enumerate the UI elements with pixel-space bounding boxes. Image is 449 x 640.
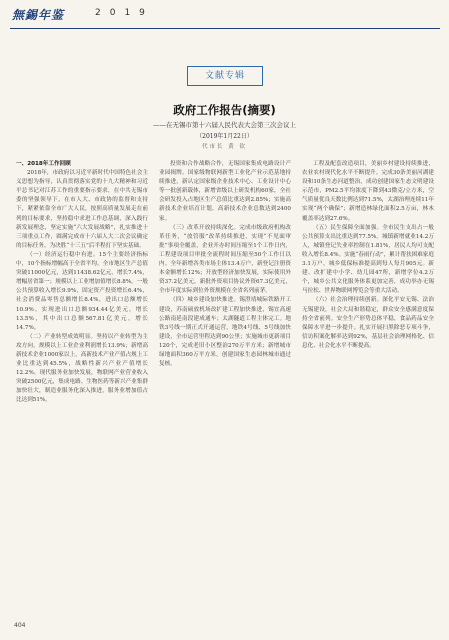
document-subtitle: ——在无锡市第十六届人民代表大会第三次会议上	[153, 121, 296, 129]
paragraph: （一）经济运行稳中有进。15个主要经济指标中，10个指标增幅高于全省平均。全市地区生产总值突破11000亿元，达到11438.62亿元，增长7.4%，增幅居省第一；规模以上工业增加值增长8.8%，一般公共预算收入增长9.9%，固定资产投资增长6.4%，社会消费品零售总额增长8.4%，进出口总额增长10.9%。实现进出口总额934.44亿美元，增长13.5%，其中出口总额567.81亿美元，增长14.7%。	[16, 251, 148, 331]
section-tag: 文献专辑	[187, 66, 263, 86]
section-heading: 一、2018年工作回顾	[16, 161, 71, 167]
document-date: （2019年1月22日）	[196, 133, 253, 140]
paragraph: 投资和合作战略合作，无锡国家集成电路设计产业园揭牌。国家级物联网新型工业化产业示范基地持续推进，新认定国家级企业技术中心、工业设计中心等一批创新载体，新增省级以上研发机构60家，全社会研发投入占地区生产总值比重达到2.85%；实施高新技术企业培育计划，高新技术企业总数达到2400家。	[159, 161, 291, 222]
yearbook-year: 2019	[95, 8, 154, 18]
text-column-1	[16, 160, 148, 615]
yearbook-brand: 無錫年鉴	[12, 8, 65, 22]
paragraph: 2018年，市政府以习近平新时代中国特色社会主义思想为指导，认真贯彻落实党的十九大精神和习近平总书记对江苏工作的重要指示要求，在中共无锡市委的坚强领导下，在市人大、市政协的监督和支持下，紧紧依靠全市广大人民，按照高质量发展走在前列的目标要求，坚持稳中求进工作总基调，深入践行新发展理念，坚定实施“六大发展战略”，扎实推进十三项重点工作，圆满完成市十六届人大二次会议确定的目标任务，为决胜“十三五”后半程打下坚实基础。	[16, 170, 148, 249]
paragraph: （二）产业转型成效明显。坚持以产业转型为主攻方向，规模以上工业企业利润增长13.9%；新增高新技术企业1000家以上，高新技术产业产值占规上工业比重达到45.5%，战略性新兴产业产值增长12.2%。现代服务业加快发展，物联网产业营业收入突破2500亿元，集成电路、生物医药等新兴产业集群加快壮大，制造业服务化深入推进，服务业增加值占比达到51%。	[16, 333, 148, 404]
document-title: 政府工作报告(摘要)	[173, 103, 276, 117]
document-author: 代市长 黄 钦	[202, 144, 247, 150]
header-rule	[10, 28, 440, 29]
paragraph: 工程及配套改造项目，美丽乡村建设持续推进，农业农村现代化水平不断提升。完成30条美丽河湖建设和10条生态河道整治，成功创建国家生态文明建设示范市，PM2.5平均浓度下降到43微克/立方米，空气质量优良天数比例达到71.5%，太湖治理连续11年实现“两个确保”；新增造林绿化面积2.5万亩，林木覆盖率达到27.6%。	[302, 161, 434, 222]
paragraph: （五）民生保障全面加强。全市民生支出占一般公共预算支出比重达到77.5%。城镇新增就业14.2万人，城镇登记失业率控制在1.81%，居民人均可支配收入增长8.4%。实施“春雨行动”，累计帮扶困难家庭3.1万户，城乡低保标准提高到每人每月905元。新建、改扩建中小学、幼儿园47所，新增学位4.2万个，城乡公共文化服务体系更加完善，成功举办无锡马拉松、世界物联网博览会等重大活动。	[302, 224, 434, 295]
page-header	[0, 0, 449, 30]
page-number: 404	[14, 622, 26, 629]
text-column-3	[302, 160, 434, 615]
paragraph: （四）城乡建设加快推进。锡澄靖城际铁路开工建设，苏南硕放机场改扩建工程加快推进，锡宜高速公路南延南段建成通车；太湖隧道工程主体完工。地铁3号线一期正式开通运营，地铁4号线、5号线加快建设，全市运营里程达到90公里；实施城市更新项目120个，完成老旧小区整治270万平方米；新增城市绿地面积360万平方米，创建国家生态园林城市通过复核。	[159, 297, 291, 368]
paragraph: （六）社会治理持续创新。深化平安无锡、法治无锡建设，社会大局和谐稳定，群众安全感满意度保持全省前列。安全生产形势总体平稳，食品药品安全保障水平进一步提升。扎实开展扫黑除恶专项斗争，信访积案化解率达到92%，基层社会治理网格化、信息化、社会化水平不断提高。	[302, 297, 434, 349]
text-column-2	[159, 160, 291, 615]
paragraph: （三）改革开放持续深化。完成市级政府机构改革任务，“放管服”改革持续推进，实现“不见面审批”事项全覆盖，企业开办时间压缩至1个工作日内，工程建设项目审批全流程时间压缩至50个工作日以内。全年新增各类市场主体13.4万户，新登记注册资本金额增长12%；开放型经济加快发展，实际使用外资37.2亿美元，新批外资项目协议外资67.3亿美元，全市年度实际到位外资规模在全省名列前茅。	[159, 224, 291, 295]
